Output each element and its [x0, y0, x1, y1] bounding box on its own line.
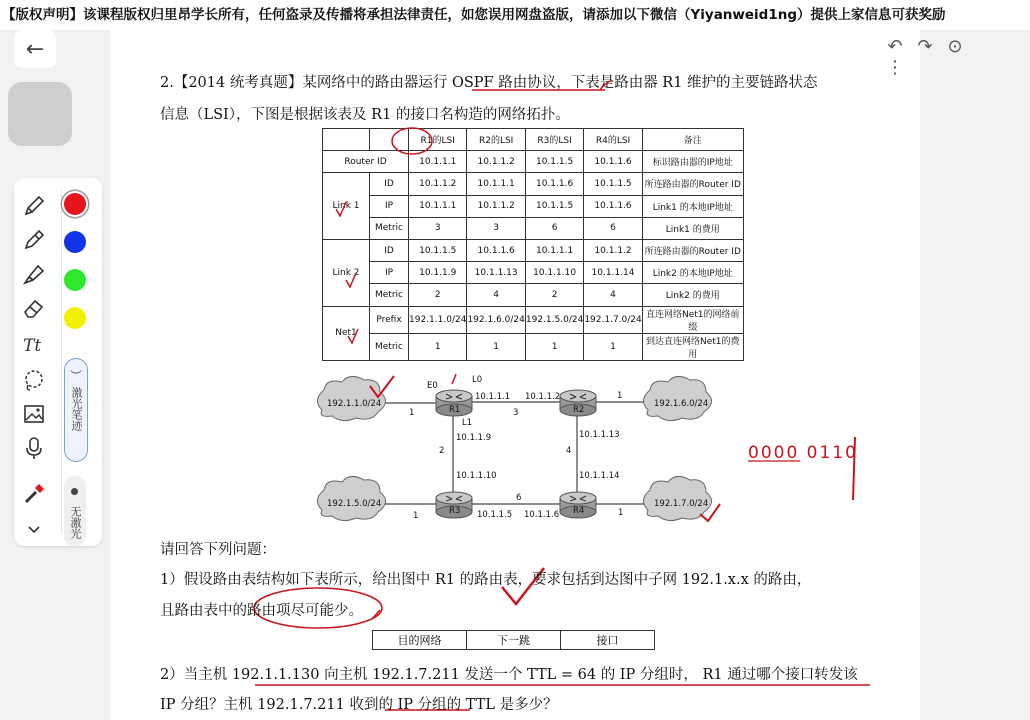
- q2-line-2: IP 分组？主机 192.1.7.211 收到的 IP 分组的 TTL 是多少？: [160, 697, 558, 713]
- table-cell: IP: [370, 262, 409, 284]
- table-header-cell: R2的LSI: [467, 129, 525, 151]
- table-cell: 10.1.1.5: [584, 173, 642, 195]
- laser-trail-label: 激光笔迹: [70, 387, 83, 431]
- net1-label: 192.1.1.0/24: [327, 399, 382, 409]
- q1-line-1: 1）假设路由表结构如下表所示，给出图中 R1 的路由表，要求包括到达图中子网 192.1.x.x 的路由，: [160, 572, 812, 588]
- interface-l0-label: L0: [472, 375, 483, 385]
- table-cell: 直连网络Net1的网络前缀: [642, 306, 743, 333]
- table-cell: 到达直连网络Net1的费用: [642, 333, 743, 360]
- table-cell: 10.1.1.1: [467, 173, 525, 195]
- net3-label: 192.1.5.0/24: [327, 499, 382, 509]
- interface-e0-label: E0: [427, 381, 438, 391]
- underline-tail: [600, 80, 612, 90]
- table-header-cell: 接口: [561, 631, 655, 650]
- table-cell: Link 2: [323, 239, 370, 306]
- table-cell: ID: [370, 173, 409, 195]
- answer-prompt: 请回答下列问题：: [160, 542, 276, 558]
- table-cell: 10.1.1.2: [409, 173, 467, 195]
- ip-r3-l1: 10.1.1.10: [456, 471, 497, 481]
- net2-label: 192.1.6.0/24: [654, 399, 709, 409]
- handwritten-binary: 0000 0110: [748, 443, 858, 463]
- table-cell: Net1: [323, 306, 370, 360]
- more-icon[interactable]: ⊙: [947, 36, 963, 57]
- ip-r2-l0: 10.1.1.2: [525, 392, 561, 402]
- table-cell: Link2 的本地IP地址: [642, 262, 743, 284]
- router-r3-label: R3: [449, 506, 461, 516]
- copyright-banner: 【版权声明】该课程版权归里昂学长所有，任何盗录及传播将承担法律责任，如您误用网盘盗版，请添加以下微信（Yiyanweid1ng）提供上家信息可获奖励: [0, 0, 1030, 30]
- cost-net1: 1: [409, 408, 415, 418]
- table-cell: 10.1.1.6: [525, 173, 583, 195]
- table-cell: 10.1.1.5: [409, 239, 467, 261]
- table-cell: Link1 的本地IP地址: [642, 195, 743, 217]
- cost-net2: 1: [617, 391, 623, 401]
- question-line-2: 信息（LSI），下图是根据该表及 R1 的接口名构造的网络拓扑。: [160, 107, 570, 123]
- table-header-cell: 下一跳: [467, 631, 561, 650]
- no-laser-label: 无激光: [69, 506, 82, 539]
- router-r2-label: R2: [573, 405, 585, 415]
- ip-r4-l1: 10.1.1.14: [579, 471, 620, 481]
- table-cell: 10.1.1.1: [409, 151, 467, 173]
- table-cell: Router ID: [323, 151, 409, 173]
- undo-icon[interactable]: ↶: [887, 36, 903, 57]
- table-cell: 4: [584, 284, 642, 306]
- q1-line-2: 且路由表中的路由项尽可能少。: [160, 603, 363, 619]
- table-cell: IP: [370, 195, 409, 217]
- table-cell: 192.1.1.0/24: [409, 306, 467, 333]
- interface-l1-label: L1: [462, 418, 473, 428]
- table-cell: 10.1.1.2: [467, 151, 525, 173]
- circle-r1-lsi: [392, 128, 432, 154]
- table-cell: 标识路由器的IP地址: [642, 151, 743, 173]
- table-cell: 1: [525, 333, 583, 360]
- question-line-1: 2.【2014 统考真题】某网络中的路由器运行 OSPF 路由协议，下表是路由器 R1 维护的主要链路状态: [160, 75, 818, 91]
- table-cell: 1: [584, 333, 642, 360]
- table-cell: Metric: [370, 217, 409, 239]
- table-header-cell: R1的LSI: [409, 129, 467, 151]
- table-cell: 所连路由器的Router ID: [642, 173, 743, 195]
- toggle-knob-icon: ︶: [70, 369, 83, 383]
- check-net1: [348, 329, 358, 343]
- table-cell: 10.1.1.6: [467, 239, 525, 261]
- table-cell: 10.1.1.14: [584, 262, 642, 284]
- net4-label: 192.1.7.0/24: [654, 499, 709, 509]
- table-cell: 10.1.1.5: [525, 195, 583, 217]
- table-cell: 3: [467, 217, 525, 239]
- redo-icon[interactable]: ↷: [917, 36, 933, 57]
- table-cell: ID: [370, 239, 409, 261]
- routing-table-template: [372, 630, 655, 650]
- table-cell: 10.1.1.1: [525, 239, 583, 261]
- table-cell: 3: [409, 217, 467, 239]
- table-cell: 6: [525, 217, 583, 239]
- cost-r1-r2: 3: [513, 408, 519, 418]
- table-cell: 10.1.1.1: [409, 195, 467, 217]
- table-cell: 10.1.1.2: [584, 239, 642, 261]
- table-cell: 10.1.1.13: [467, 262, 525, 284]
- table-header-cell: 目的网络: [373, 631, 467, 650]
- table-cell: 所连路由器的Router ID: [642, 239, 743, 261]
- table-cell: 2: [409, 284, 467, 306]
- table-cell: 10.1.1.6: [584, 151, 642, 173]
- cost-r1-r3: 2: [439, 446, 445, 456]
- table-cell: 6: [584, 217, 642, 239]
- table-cell: 2: [525, 284, 583, 306]
- table-cell: 10.1.1.2: [467, 195, 525, 217]
- ip-r3-l0: 10.1.1.5: [477, 510, 513, 520]
- router-r1-label: R1: [449, 405, 461, 415]
- table-cell: 10.1.1.9: [409, 262, 467, 284]
- table-cell: Prefix: [370, 306, 409, 333]
- cost-r2-r4: 4: [566, 446, 572, 456]
- table-cell: 192.1.6.0/24: [467, 306, 525, 333]
- table-cell: Link2 的费用: [642, 284, 743, 306]
- check-link2: [346, 273, 356, 287]
- svg-text:Tt: Tt: [23, 336, 42, 356]
- table-cell: 10.1.1.10: [525, 262, 583, 284]
- table-header-cell: 备注: [642, 129, 743, 151]
- table-cell: 10.1.1.6: [584, 195, 642, 217]
- table-cell: Metric: [370, 284, 409, 306]
- check-link1: [336, 202, 346, 216]
- ip-r2-l1: 10.1.1.13: [579, 430, 620, 440]
- table-row: [373, 631, 655, 650]
- ip-r1-l1: 10.1.1.9: [456, 433, 492, 443]
- back-arrow-icon: ←: [25, 36, 45, 62]
- router-r4-label: R4: [573, 506, 585, 516]
- ip-r1-l0: 10.1.1.1: [475, 392, 511, 402]
- cost-net4: 1: [618, 508, 624, 518]
- cost-r3-r4: 6: [516, 493, 522, 503]
- table-cell: 1: [409, 333, 467, 360]
- table-cell: Metric: [370, 333, 409, 360]
- table-cell: Link 1: [323, 173, 370, 240]
- cost-net3: 1: [413, 511, 419, 521]
- table-cell: 4: [467, 284, 525, 306]
- q2-line-1: 2）当主机 192.1.1.130 向主机 192.1.7.211 发送一个 TTL = 64 的 IP 分组时， R1 通过哪个接口转发该: [160, 667, 858, 683]
- table-cell: 192.1.7.0/24: [584, 306, 642, 333]
- table-cell: Link1 的费用: [642, 217, 743, 239]
- table-cell: 192.1.5.0/24: [525, 306, 583, 333]
- ip-r4-l0: 10.1.1.6: [524, 510, 560, 520]
- table-header-cell: R4的LSI: [584, 129, 642, 151]
- table-cell: 10.1.1.5: [525, 151, 583, 173]
- menu-icon[interactable]: ⋮: [886, 57, 904, 78]
- table-header-cell: R3的LSI: [525, 129, 583, 151]
- table-cell: 1: [467, 333, 525, 360]
- tick-e0: [452, 374, 456, 384]
